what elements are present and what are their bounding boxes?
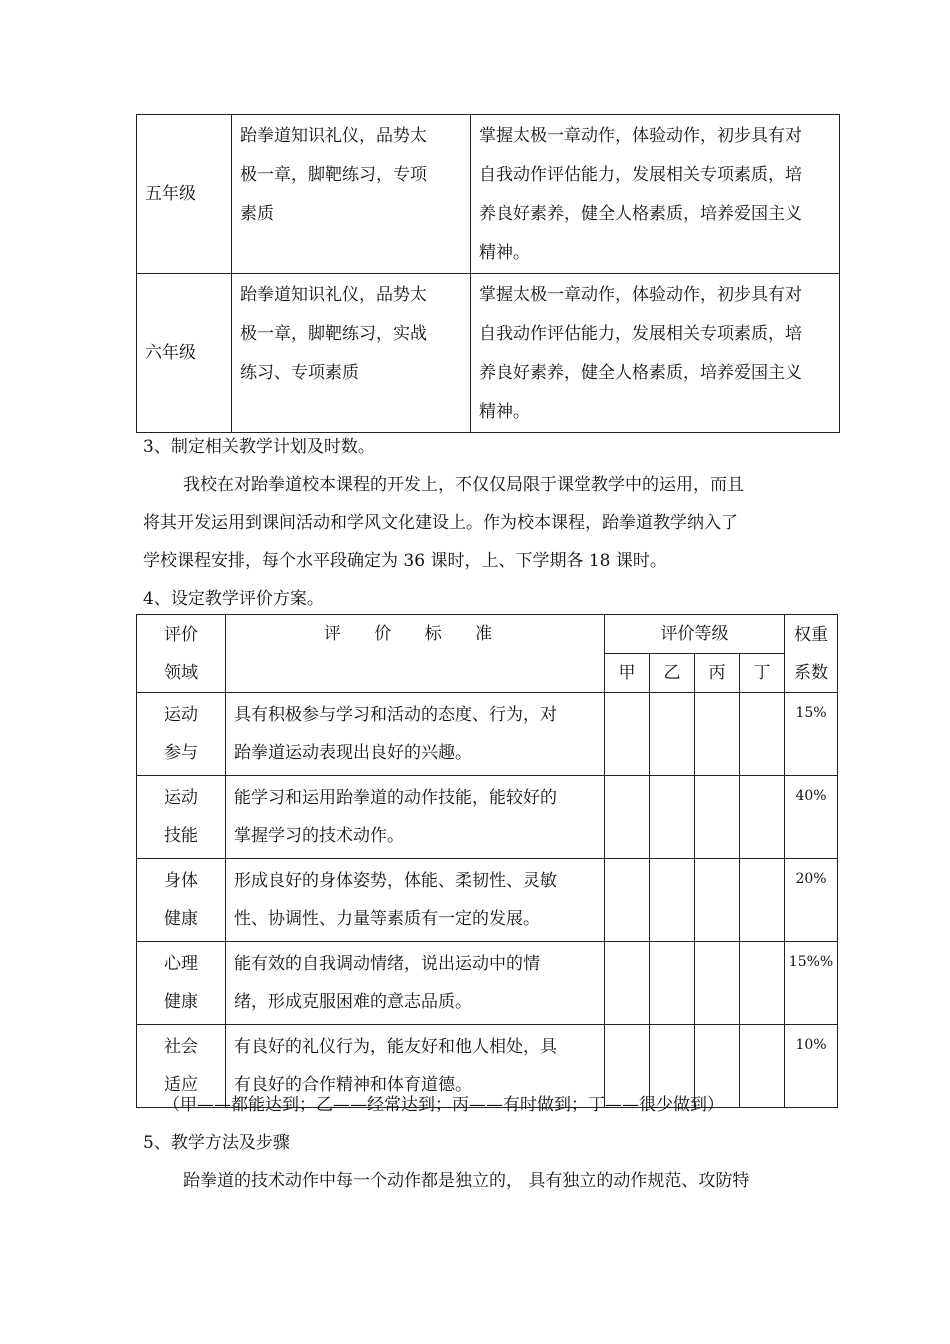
goal-line: 养良好素养，健全人格素质，培养爱国主义 xyxy=(479,204,802,224)
field-cell: 运动 技能 xyxy=(137,776,226,859)
table-row xyxy=(137,859,838,942)
content-cell xyxy=(232,274,471,433)
level-cell xyxy=(650,693,695,776)
weight-cell: 15%% xyxy=(785,942,838,1025)
grade-cell: 六年级 xyxy=(137,274,232,433)
table-row xyxy=(137,693,838,776)
level-cell xyxy=(740,776,785,859)
content-line: 跆拳道知识礼仪，品势太 xyxy=(240,126,427,146)
level-cell xyxy=(605,859,650,942)
level-cell xyxy=(605,776,650,859)
table-row xyxy=(137,942,838,1025)
standard-cell: 能有效的自我调动情绪，说出运动中的情 绪，形成克服困难的意志品质。 xyxy=(226,942,605,1025)
level-bing: 丙 xyxy=(695,654,740,693)
grade-table xyxy=(136,114,840,433)
section3-para-line: 学校课程安排，每个水平段确定为 36 课时，上、下学期各 18 课时。 xyxy=(143,551,667,571)
goal-line: 自我动作评估能力，发展相关专项素质，培 xyxy=(479,324,802,344)
table-row xyxy=(137,776,838,859)
weight-cell: 20% xyxy=(785,859,838,942)
goal-line: 掌握太极一章动作，体验动作，初步具有对 xyxy=(479,126,802,146)
level-cell xyxy=(740,1025,785,1108)
goal-line: 精神。 xyxy=(479,243,530,263)
goal-line: 养良好素养，健全人格素质，培养爱国主义 xyxy=(479,363,802,383)
content-line: 素质 xyxy=(240,204,274,224)
header-field: 评价 领域 xyxy=(137,615,226,693)
section3-para-line: 将其开发运用到课间活动和学风文化建设上。作为校本课程，跆拳道教学纳入了 xyxy=(143,513,738,533)
section5-para-line: 跆拳道的技术动作中每一个动作都是独立的， 具有独立的动作规范、攻防特 xyxy=(183,1171,750,1191)
level-ding: 丁 xyxy=(740,654,785,693)
field-cell: 身体 健康 xyxy=(137,859,226,942)
header-weight: 权重 系数 xyxy=(785,615,838,693)
weight-cell: 40% xyxy=(785,776,838,859)
goal-line: 自我动作评估能力，发展相关专项素质，培 xyxy=(479,165,802,185)
table-row xyxy=(137,274,840,433)
level-cell xyxy=(605,693,650,776)
field-cell: 心理 健康 xyxy=(137,942,226,1025)
grade-cell: 五年级 xyxy=(137,115,232,274)
goal-cell xyxy=(471,274,840,433)
level-cell xyxy=(650,776,695,859)
table-header-row xyxy=(137,615,838,654)
level-cell xyxy=(650,859,695,942)
section3-heading: 3、制定相关教学计划及时数。 xyxy=(143,437,375,457)
goal-cell xyxy=(471,115,840,274)
level-cell xyxy=(695,942,740,1025)
content-line: 跆拳道知识礼仪，品势太 xyxy=(240,285,427,305)
level-cell xyxy=(740,859,785,942)
goal-line: 精神。 xyxy=(479,402,530,422)
level-jia: 甲 xyxy=(605,654,650,693)
field-cell: 运动 参与 xyxy=(137,693,226,776)
content-line: 练习、专项素质 xyxy=(240,363,359,383)
goal-line: 掌握太极一章动作，体验动作，初步具有对 xyxy=(479,285,802,305)
header-level: 评价等级 xyxy=(605,615,785,654)
standard-cell: 有良好的礼仪行为，能友好和他人相处，具 有良好的合作精神和体育道德。 xyxy=(226,1025,605,1108)
level-cell xyxy=(695,859,740,942)
content-line: 极一章，脚靶练习，专项 xyxy=(240,165,427,185)
weight-cell: 15% xyxy=(785,693,838,776)
standard-cell: 形成良好的身体姿势，体能、柔韧性、灵敏 性、协调性、力量等素质有一定的发展。 xyxy=(226,859,605,942)
level-cell xyxy=(740,693,785,776)
content-line: 极一章，脚靶练习，实战 xyxy=(240,324,427,344)
level-cell xyxy=(650,942,695,1025)
standard-cell: 具有积极参与学习和活动的态度、行为，对 跆拳道运动表现出良好的兴趣。 xyxy=(226,693,605,776)
level-cell xyxy=(695,776,740,859)
evaluation-table xyxy=(136,614,838,1108)
level-cell xyxy=(740,942,785,1025)
level-cell xyxy=(695,693,740,776)
table-row xyxy=(137,115,840,274)
level-yi: 乙 xyxy=(650,654,695,693)
section4-heading: 4、设定教学评价方案。 xyxy=(143,589,324,609)
section3-para-line: 我校在对跆拳道校本课程的开发上，不仅仅局限于课堂教学中的运用，而且 xyxy=(183,475,744,495)
field-cell: 社会 适应 xyxy=(137,1025,226,1108)
section5-heading: 5、教学方法及步骤 xyxy=(143,1133,290,1153)
level-legend: （甲——都能达到；乙——经常达到；丙——有时做到；丁——很少做到） xyxy=(163,1095,724,1115)
standard-cell: 能学习和运用跆拳道的动作技能，能较好的 掌握学习的技术动作。 xyxy=(226,776,605,859)
level-cell xyxy=(605,942,650,1025)
weight-cell: 10% xyxy=(785,1025,838,1108)
content-cell xyxy=(232,115,471,274)
header-standard: 评 价 标 准 xyxy=(226,615,605,693)
